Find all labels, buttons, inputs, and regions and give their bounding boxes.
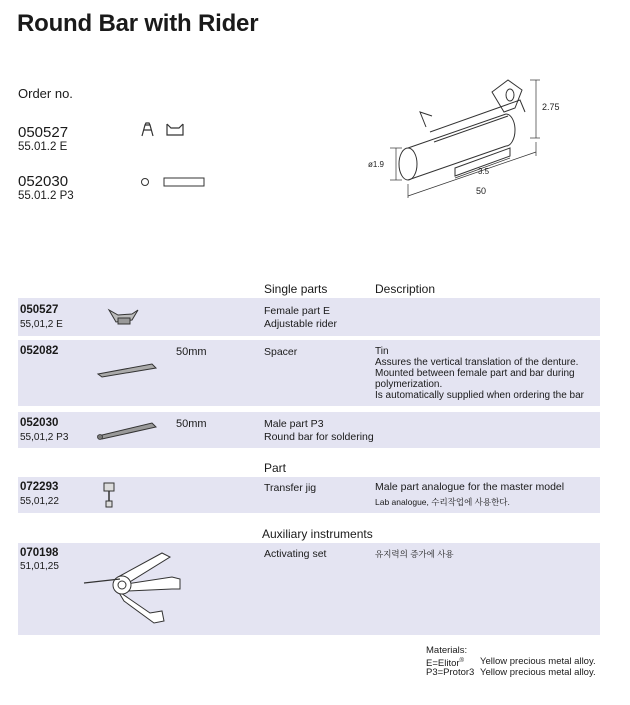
table-row xyxy=(18,298,600,336)
desc-korean: Lab analogue, 수리작업에 사용한다. xyxy=(375,497,510,507)
part-sub: 55,01,2 E xyxy=(20,319,63,330)
round-bar-icon xyxy=(140,176,206,188)
part-name: Round bar for soldering xyxy=(264,431,374,443)
part-code: 050527 xyxy=(20,304,59,316)
rider-icon xyxy=(140,122,190,138)
part-code: 052082 xyxy=(20,345,59,357)
page-title: Round Bar with Rider xyxy=(17,10,259,37)
part-sub: 51,01,25 xyxy=(20,561,59,572)
part-size: 50mm xyxy=(176,418,207,430)
spacer-image xyxy=(96,362,158,378)
order-code: 050527 xyxy=(18,124,69,141)
part-sub: 55,01,2 P3 xyxy=(20,432,69,443)
order-sub: 55.01.2 P3 xyxy=(18,190,74,202)
desc-line: polymerization. xyxy=(375,379,443,390)
part-name: Female part E xyxy=(264,305,330,317)
desc-line: Assures the vertical translation of the denture. xyxy=(375,357,579,368)
order-label: Order no. xyxy=(18,86,73,101)
table-row xyxy=(18,543,600,635)
dim-diameter: ø1.9 xyxy=(368,160,385,169)
order-code: 052030 xyxy=(18,173,69,190)
part-name: Male part P3 xyxy=(264,418,324,430)
desc-line: Is automatically supplied when ordering the bar xyxy=(375,390,585,401)
material-value: Yellow precious metal alloy. xyxy=(480,656,596,667)
header-description: Description xyxy=(375,282,436,296)
desc-line: Tin xyxy=(375,346,389,357)
material-key: P3=Protor3 xyxy=(426,667,475,678)
part-code: 070198 xyxy=(20,547,59,559)
materials-label: Materials: xyxy=(426,645,468,656)
header-single-parts: Single parts xyxy=(264,282,328,296)
part-name: Transfer jig xyxy=(264,482,317,494)
round-bar-image xyxy=(96,420,158,440)
material-value: Yellow precious metal alloy. xyxy=(480,667,596,678)
material-key: E=Elitor® xyxy=(426,658,464,670)
table-row xyxy=(18,477,600,513)
part-code: 072293 xyxy=(20,481,59,493)
part-name: Spacer xyxy=(264,346,298,358)
part-size: 50mm xyxy=(176,346,207,358)
dim-height: 2.75 xyxy=(542,102,560,112)
part-name: Activating set xyxy=(264,548,327,560)
desc-line: Mounted between female part and bar during xyxy=(375,368,575,379)
header-part: Part xyxy=(264,461,287,475)
dim-length: 50 xyxy=(476,186,487,196)
dim-rider: 3.5 xyxy=(478,167,490,176)
order-sub: 55.01.2 E xyxy=(18,141,68,153)
part-sub: 55,01,22 xyxy=(20,496,59,507)
desc-line: Male part analogue for the master model xyxy=(375,481,565,493)
table-row xyxy=(18,412,600,448)
desc-korean: 유지력의 증가에 사용 xyxy=(375,549,454,559)
header-auxiliary: Auxiliary instruments xyxy=(262,527,373,541)
transfer-jig-image xyxy=(102,481,116,509)
technical-drawing xyxy=(360,72,570,212)
rider-part-image xyxy=(106,306,142,328)
table-row xyxy=(18,340,600,406)
part-code: 052030 xyxy=(20,417,59,429)
activating-set-image xyxy=(84,549,194,627)
part-name: Adjustable rider xyxy=(264,318,337,330)
